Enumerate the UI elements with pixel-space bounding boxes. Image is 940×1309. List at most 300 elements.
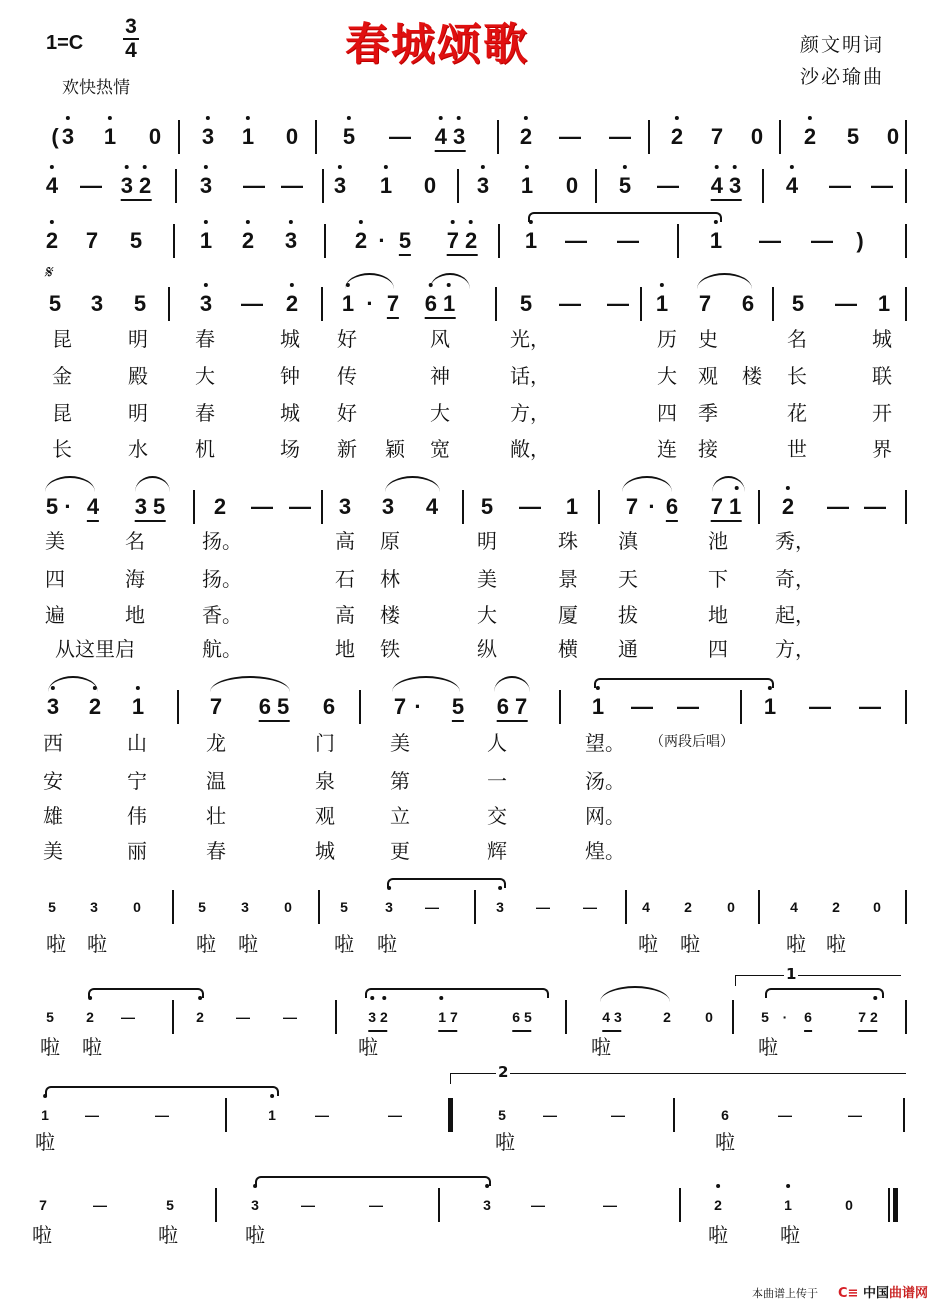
bar-line	[178, 120, 180, 154]
dash-extension: —	[531, 1197, 545, 1213]
note: 3	[251, 1192, 259, 1218]
dash-extension: —	[603, 1197, 617, 1213]
brand-name-part2: 曲谱网	[888, 1286, 928, 1301]
score-line	[0, 998, 940, 1038]
note: 1	[342, 291, 354, 317]
slur-mark	[210, 676, 290, 692]
high-octave-dot-icon	[733, 165, 737, 169]
dash-extension: —	[80, 173, 102, 198]
composer-credit: 沙必瑜曲	[800, 66, 885, 88]
bar-line	[673, 1098, 675, 1132]
lyric-syllable: 温	[206, 769, 226, 793]
note: 1	[592, 694, 604, 720]
lyric-syllable: 连	[657, 437, 677, 461]
high-octave-dot-icon	[786, 1184, 790, 1188]
slur-mark	[135, 476, 170, 492]
lyric-syllable: 钟	[280, 364, 300, 388]
note: 3	[477, 173, 489, 199]
note: 5	[452, 694, 464, 722]
note: 3	[483, 1192, 491, 1218]
note: 1	[565, 494, 579, 519]
final-bar-line-thin	[888, 1188, 890, 1222]
lyric-syllable: 壮	[206, 804, 226, 828]
dash-extension: —	[389, 124, 411, 149]
time-sig-top: 3	[125, 15, 137, 38]
dash-extension: —	[835, 291, 857, 316]
lyric-syllable: 美	[477, 567, 497, 591]
note: 0	[285, 124, 299, 149]
notation-mark: ·	[648, 494, 656, 519]
bar-line	[772, 287, 774, 321]
lyric-syllable: 扬。	[202, 529, 242, 553]
note: 5	[343, 124, 355, 150]
lyric-syllable: 名	[787, 327, 807, 351]
lyric-syllable: 纵	[477, 637, 497, 661]
dash-extension: —	[559, 291, 581, 316]
lyric-syllable: 林	[380, 567, 400, 591]
bar-line	[762, 169, 764, 203]
high-octave-dot-icon	[451, 220, 455, 224]
notation-mark: )	[856, 228, 864, 253]
lyric-syllable: 第	[390, 769, 410, 793]
bar-line	[322, 169, 324, 203]
note: 0	[705, 1009, 713, 1025]
lyric-syllable: 城	[315, 839, 335, 863]
lyric-syllable: 城	[872, 327, 892, 351]
note: 2	[832, 899, 840, 915]
note: 4	[46, 173, 58, 199]
note: 3	[334, 173, 346, 199]
lyric-syllable: 网。	[585, 804, 625, 828]
note: 1 7	[438, 1004, 457, 1032]
bar-line	[679, 1188, 681, 1222]
lyric-syllable: 奇，	[775, 567, 815, 591]
lyric-syllable: 联	[872, 364, 892, 388]
note: 5	[133, 291, 147, 316]
time-sig-bottom: 4	[125, 39, 137, 62]
note: 1	[242, 124, 254, 150]
dash-extension: —	[283, 1009, 297, 1025]
lyric-syllable: 石	[335, 567, 355, 591]
note: 5	[761, 1009, 769, 1025]
lyric-syllable: 啦	[245, 1223, 265, 1247]
lyric-syllable: 长	[787, 364, 807, 388]
bar-line	[462, 490, 464, 524]
lyric-syllable: 历	[657, 327, 677, 351]
dash-extension: —	[848, 1107, 862, 1123]
lyric-syllable: 安	[43, 769, 63, 793]
lyric-syllable: 大	[657, 364, 677, 388]
lyric-syllable: 四	[657, 401, 677, 425]
bar-line	[905, 690, 907, 724]
tie-mark	[387, 878, 506, 888]
repeat-bar-line	[448, 1098, 453, 1132]
lyric-syllable: 门	[315, 731, 335, 755]
note: 4	[642, 899, 650, 915]
note: 5	[166, 1197, 174, 1213]
high-octave-dot-icon	[125, 165, 129, 169]
note: 3	[202, 124, 214, 150]
note: 3	[496, 894, 504, 920]
dash-extension: —	[559, 124, 581, 149]
score-line	[0, 1096, 940, 1136]
lyric-syllable: 史	[698, 327, 718, 351]
bar-line	[740, 690, 742, 724]
high-octave-dot-icon	[715, 165, 719, 169]
lyric-syllable: 光，	[510, 327, 550, 351]
note: 5	[198, 899, 206, 915]
note: 4	[786, 173, 798, 199]
lyric-syllable: 春	[195, 401, 215, 425]
bar-line	[905, 490, 907, 524]
high-octave-dot-icon	[204, 165, 208, 169]
bar-line	[172, 890, 174, 924]
bar-line	[175, 169, 177, 203]
lyric-syllable: 啦	[40, 1035, 60, 1059]
bar-line	[625, 890, 627, 924]
bar-line	[758, 490, 760, 524]
site-brand[interactable]	[838, 1282, 928, 1301]
lyric-syllable: 汤。	[585, 769, 625, 793]
upload-note: 本曲谱上传于	[752, 1287, 818, 1300]
note: 3	[385, 894, 393, 920]
lyric-syllable: 昆	[52, 327, 72, 351]
lyric-syllable: 雄	[43, 804, 63, 828]
tie-mark	[594, 678, 774, 688]
note: 0	[873, 899, 881, 915]
lyric-syllable: 四	[45, 567, 65, 591]
segno-icon: 𝄋	[44, 262, 52, 283]
note: 7 2	[447, 228, 478, 256]
lyric-syllable: 地	[125, 603, 145, 627]
lyric-syllable: 春	[195, 327, 215, 351]
lyric-syllable: 美	[45, 529, 65, 553]
note: 1	[132, 694, 144, 720]
lyric-syllable: 话，	[510, 364, 550, 388]
notation-mark: (	[51, 124, 59, 149]
note: 5	[48, 899, 56, 915]
tie-mark	[365, 988, 549, 998]
bar-line	[335, 1000, 337, 1034]
note: 4	[425, 494, 439, 519]
note: 7	[625, 494, 639, 519]
bar-line	[438, 1188, 440, 1222]
note: 3 5	[135, 494, 166, 522]
lyric-syllable: 大	[430, 401, 450, 425]
lyric-syllable: 啦	[780, 1223, 800, 1247]
bar-line	[324, 224, 326, 258]
note: 5	[519, 291, 533, 316]
bar-line	[193, 490, 195, 524]
lyric-syllable: 望。	[585, 731, 625, 755]
note: 6	[322, 694, 336, 719]
note: 7	[85, 228, 99, 253]
note: 1	[656, 291, 668, 317]
lyric-syllable: 世	[787, 437, 807, 461]
lyric-syllable: 花	[787, 401, 807, 425]
lyric-syllable: 煌。	[585, 839, 625, 863]
lyric-syllable: 山	[127, 731, 147, 755]
lyric-syllable: 美	[390, 731, 410, 755]
high-octave-dot-icon	[347, 116, 351, 120]
lyric-syllable: 颖	[385, 437, 405, 461]
bar-line	[168, 287, 170, 321]
dash-extension: —	[251, 494, 273, 519]
dash-extension: —	[677, 694, 699, 719]
note: 1	[710, 228, 722, 254]
lyric-syllable: 辉	[487, 839, 507, 863]
lyric-syllable: 楼	[742, 364, 762, 388]
high-octave-dot-icon	[108, 116, 112, 120]
bar-line	[318, 890, 320, 924]
lyric-syllable: 啦	[708, 1223, 728, 1247]
dash-extension: —	[301, 1197, 315, 1213]
lyricist-credit: 颜文明词	[800, 34, 885, 56]
note: 4 3	[602, 1004, 621, 1032]
lyric-syllable: 人	[487, 731, 507, 755]
brand-logo-icon: C≡	[838, 1286, 859, 1301]
bar-line	[640, 287, 642, 321]
slur-mark	[600, 986, 670, 1002]
slur-mark	[385, 476, 440, 492]
notation-mark: ·	[64, 494, 72, 519]
dash-extension: —	[778, 1107, 792, 1123]
lyric-syllable: 宁	[127, 769, 147, 793]
note: 7 1	[711, 494, 742, 522]
dash-extension: —	[388, 1107, 402, 1123]
dash-extension: —	[631, 694, 653, 719]
note: 2	[671, 124, 683, 150]
slur-mark	[494, 676, 530, 692]
bar-line	[559, 690, 561, 724]
note: 6	[666, 494, 678, 522]
note: 1	[200, 228, 212, 254]
note: 0	[565, 173, 579, 198]
note: 2	[86, 1004, 94, 1030]
note: 7	[710, 124, 724, 149]
note: 2	[663, 1009, 671, 1025]
lyric-syllable: 拔	[618, 603, 638, 627]
dash-extension: —	[519, 494, 541, 519]
note: 0	[133, 899, 141, 915]
lyric-syllable: 神	[430, 364, 450, 388]
bar-line	[457, 169, 459, 203]
note: 5	[399, 228, 411, 256]
bar-line	[758, 890, 760, 924]
dash-extension: —	[85, 1107, 99, 1123]
note: 2	[714, 1192, 722, 1218]
note: 2	[782, 494, 794, 520]
score-line	[0, 222, 940, 262]
high-octave-dot-icon	[623, 165, 627, 169]
note: 3 2	[368, 1004, 387, 1032]
note: 2	[46, 228, 58, 254]
high-octave-dot-icon	[143, 165, 147, 169]
lyric-syllable: 好	[337, 401, 357, 425]
note: 0	[148, 124, 162, 149]
lyric-syllable: 西	[43, 731, 63, 755]
bar-line	[225, 1098, 227, 1132]
note: 7	[393, 694, 407, 719]
bar-line	[677, 224, 679, 258]
note: 1	[380, 173, 392, 199]
note: 3	[62, 124, 74, 150]
slur-mark	[712, 476, 745, 492]
dash-extension: —	[607, 291, 629, 316]
note: 5	[498, 1107, 506, 1123]
note: 2	[804, 124, 816, 150]
lyric-syllable: 龙	[206, 731, 226, 755]
note: 6	[721, 1107, 729, 1123]
note: 6 5	[512, 1004, 531, 1032]
lyric-syllable: 滇	[618, 529, 638, 553]
lyric-syllable: 啦	[32, 1223, 52, 1247]
lyric-syllable: 伟	[127, 804, 147, 828]
lyric-syllable: 啦	[377, 932, 397, 956]
lyric-syllable: 啦	[87, 932, 107, 956]
note: 3	[200, 173, 212, 199]
slur-mark	[430, 273, 470, 289]
tie-mark	[528, 212, 722, 222]
bar-line	[648, 120, 650, 154]
score-line	[0, 488, 940, 528]
slur-mark	[697, 273, 752, 289]
dash-extension: —	[289, 494, 311, 519]
lyric-syllable: 季	[698, 401, 718, 425]
note: 1	[268, 1102, 276, 1128]
score-line	[0, 118, 940, 158]
lyric-syllable: 啦	[715, 1130, 735, 1154]
note: 5	[340, 899, 348, 915]
lyric-syllable: 地	[335, 637, 355, 661]
bar-line	[498, 224, 500, 258]
tie-mark	[45, 1086, 279, 1096]
lyric-syllable: 开	[872, 401, 892, 425]
lyric-syllable: 长	[52, 437, 72, 461]
note: 3	[47, 694, 59, 720]
lyric-syllable: 更	[390, 839, 410, 863]
bar-line	[905, 890, 907, 924]
bar-line	[595, 169, 597, 203]
score-line	[0, 167, 940, 207]
slur-mark	[392, 676, 460, 692]
lyric-syllable: 扬。	[202, 567, 242, 591]
slur-mark	[345, 273, 394, 289]
high-octave-dot-icon	[66, 116, 70, 120]
note: 5	[129, 228, 143, 253]
score-line	[0, 688, 940, 728]
lyric-syllable: 啦	[758, 1035, 778, 1059]
note: 0	[845, 1197, 853, 1213]
lyric-syllable: 啦	[35, 1130, 55, 1154]
bar-line	[903, 1098, 905, 1132]
note: 5	[619, 173, 631, 199]
lyric-syllable: 地	[708, 603, 728, 627]
lyric-syllable: 丽	[127, 839, 147, 863]
note: 1	[521, 173, 533, 199]
bar-line	[495, 287, 497, 321]
lyric-syllable: 景	[558, 567, 578, 591]
note: 7	[209, 694, 223, 719]
lyric-syllable: 啦	[158, 1223, 178, 1247]
note: 0	[727, 899, 735, 915]
bar-line	[905, 224, 907, 258]
note: 0	[750, 124, 764, 149]
note: 4	[790, 899, 798, 915]
dash-extension: —	[811, 228, 833, 253]
high-octave-dot-icon	[359, 220, 363, 224]
high-octave-dot-icon	[384, 165, 388, 169]
lyric-syllable: 交	[487, 804, 507, 828]
lyric-syllable: 大	[477, 603, 497, 627]
note: 3	[381, 494, 395, 519]
bar-line	[321, 287, 323, 321]
bar-line	[474, 890, 476, 924]
notation-mark: ·	[414, 694, 422, 719]
lyric-syllable: 方，	[775, 637, 815, 661]
bar-line	[173, 224, 175, 258]
note: 6 5	[259, 694, 290, 722]
notation-mark: ·	[782, 1009, 788, 1025]
dash-extension: —	[609, 124, 631, 149]
note: 7 2	[858, 1004, 877, 1032]
lyric-syllable: 下	[708, 567, 728, 591]
high-octave-dot-icon	[808, 116, 812, 120]
score-line	[0, 285, 940, 325]
high-octave-dot-icon	[675, 116, 679, 120]
slur-mark	[48, 676, 98, 692]
note: 2	[286, 291, 298, 317]
high-octave-dot-icon	[469, 220, 473, 224]
notation-mark: ·	[378, 228, 386, 253]
note: 2	[89, 694, 101, 720]
note: 2	[684, 899, 692, 915]
dash-extension: —	[155, 1107, 169, 1123]
note: 1	[525, 228, 537, 254]
tie-mark	[88, 988, 204, 998]
bar-line	[321, 490, 323, 524]
high-octave-dot-icon	[246, 116, 250, 120]
notation-mark: ·	[366, 291, 374, 316]
lyric-syllable: 宽	[430, 437, 450, 461]
lyric-syllable: （两段后唱）	[650, 734, 734, 750]
note: 6	[741, 291, 755, 316]
final-bar-line	[893, 1188, 898, 1222]
brand-name-part1: 中国	[862, 1286, 889, 1301]
bar-line	[565, 1000, 567, 1034]
bar-line	[177, 690, 179, 724]
lyric-syllable: 铁	[380, 637, 400, 661]
lyric-syllable: 啦	[334, 932, 354, 956]
bar-line	[359, 690, 361, 724]
dash-extension: —	[859, 694, 881, 719]
dash-extension: —	[121, 1009, 135, 1025]
high-octave-dot-icon	[457, 116, 461, 120]
note: 6 7	[497, 694, 528, 722]
bar-line	[905, 287, 907, 321]
note: 3 2	[121, 173, 152, 201]
lyric-syllable: 殿	[128, 364, 148, 388]
lyric-syllable: 啦	[786, 932, 806, 956]
dash-extension: —	[425, 899, 439, 915]
note: 2	[355, 228, 367, 254]
volta-label-2: 2	[498, 1063, 509, 1081]
dash-extension: —	[583, 899, 597, 915]
dash-extension: —	[829, 173, 851, 198]
lyric-syllable: 海	[125, 567, 145, 591]
note: 1	[784, 1192, 792, 1218]
high-octave-dot-icon	[716, 1184, 720, 1188]
